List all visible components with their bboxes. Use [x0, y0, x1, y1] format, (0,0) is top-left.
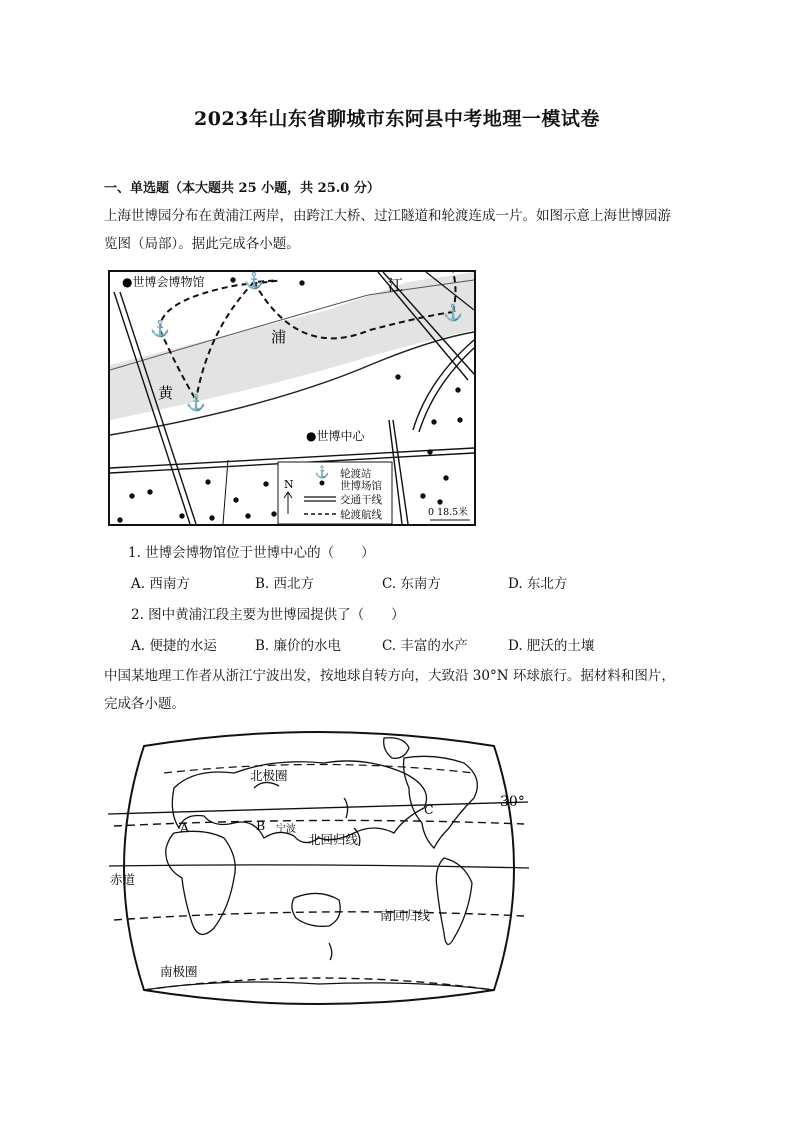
- svg-text:⚓: ⚓: [314, 465, 330, 479]
- question-2: 2. 图中黄浦江段主要为世博园提供了（ ）: [131, 607, 405, 623]
- q2-option-a[interactable]: A. 便捷的水运: [131, 638, 217, 654]
- legend-route: 轮渡航线: [340, 509, 382, 521]
- q1-option-b[interactable]: B. 西北方: [255, 576, 315, 592]
- label-ningbo: 宁波: [276, 824, 296, 835]
- label-point-b: B: [256, 818, 266, 833]
- legend-road: 交通干线: [340, 494, 382, 506]
- label-pu: 浦: [271, 328, 287, 346]
- label-point-c: C: [424, 802, 434, 817]
- section-heading: 一、单选题（本大题共 25 小题，共 25.0 分）: [104, 181, 380, 196]
- page-title: 2023年山东省聊城市东阿县中考地理一模试卷: [194, 108, 600, 130]
- legend-venue: 世博场馆: [340, 480, 382, 492]
- label-museum: ●世博会博物馆: [122, 275, 205, 289]
- q2-option-d[interactable]: D. 肥沃的土壤: [508, 638, 595, 654]
- svg-text:⚓: ⚓: [443, 303, 463, 322]
- question-1: 1. 世博会博物馆位于世博中心的（ ）: [128, 545, 375, 561]
- label-antarctic: 南极圈: [160, 964, 198, 979]
- label-tropic-n: 北回归线: [308, 832, 359, 847]
- label-point-a: A: [180, 820, 190, 835]
- q1-option-d[interactable]: D. 东北方: [508, 576, 568, 592]
- q1-option-a[interactable]: A. 西南方: [131, 576, 190, 592]
- label-lat30: 30°: [500, 794, 525, 810]
- label-arctic: 北极圈: [250, 768, 288, 783]
- label-jiang: 江: [388, 276, 404, 294]
- svg-text:⚓: ⚓: [244, 271, 264, 290]
- expo-map: [108, 270, 476, 526]
- q1-option-c[interactable]: C. 东南方: [382, 576, 441, 592]
- intro-paragraph-1: 上海世博园分布在黄浦江两岸，由跨江大桥、过江隧道和轮渡连成一片。如图示意上海世博园游 览图（局部）。据此完成各小题。: [104, 208, 671, 252]
- label-huang: 黄: [158, 384, 174, 402]
- q2-option-c[interactable]: C. 丰富的水产: [382, 638, 468, 654]
- label-equator: 赤道: [110, 872, 136, 887]
- q2-option-b[interactable]: B. 廉价的水电: [255, 638, 342, 654]
- svg-text:⚓: ⚓: [186, 393, 206, 412]
- legend-ferry: 轮渡站: [340, 468, 372, 480]
- svg-text:⚓: ⚓: [150, 319, 170, 338]
- scale-label: 0 18.5米: [428, 507, 468, 518]
- intro-paragraph-2: 中国某地理工作者从浙江宁波出发，按地球自转方向，大致沿 30°N 环球旅行。据材料和图片， 完成各小题。: [104, 668, 675, 712]
- label-center: ●世博中心: [306, 429, 365, 443]
- label-tropic-s: 南回归线: [380, 908, 431, 923]
- world-map: [104, 728, 534, 1008]
- north-label: N: [284, 478, 294, 491]
